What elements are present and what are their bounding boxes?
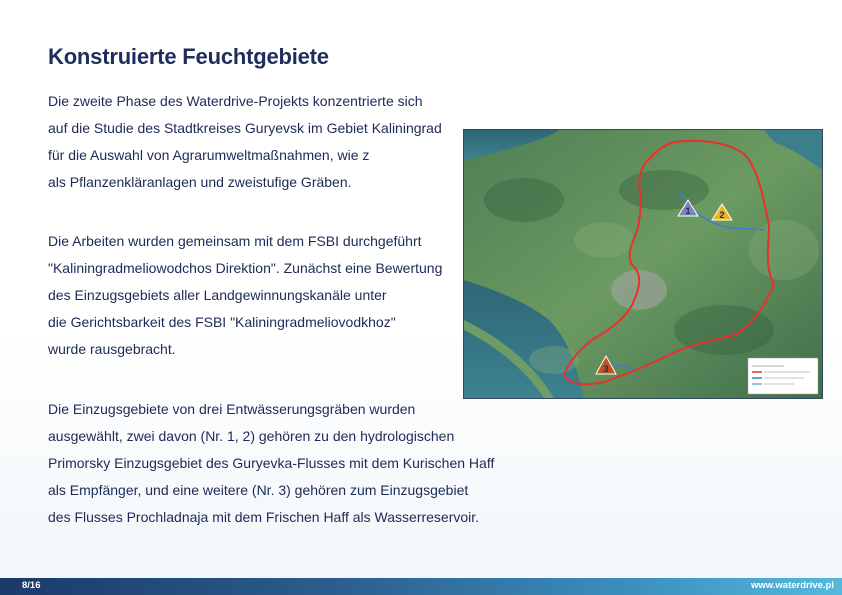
marker-2-label: 2 bbox=[719, 210, 725, 220]
text-line: als Empfänger, und eine weitere (Nr. 3) gehören zum Einzugsgebiet bbox=[48, 482, 469, 498]
text-line: des Einzugsgebiets aller Landgewinnungskanäle unter bbox=[48, 287, 387, 303]
satellite-map bbox=[463, 129, 823, 399]
text-line: für die Auswahl von Agrarumweltmaßnahmen, wie z bbox=[48, 147, 370, 163]
text-line: Die Einzugsgebiete von drei Entwässerungsgräben wurden bbox=[48, 401, 416, 417]
paragraph-works bbox=[48, 228, 508, 363]
paragraph-catchments bbox=[48, 396, 508, 531]
text-line: als Pflanzenkläranlagen und zweistufige Gräben. bbox=[48, 174, 352, 190]
text-line: des Flusses Prochladnaja mit dem Frischen Haff als Wasserreservoir. bbox=[48, 509, 480, 525]
website-link[interactable]: www.waterdrive.pl bbox=[750, 580, 834, 591]
paragraph-intro bbox=[48, 88, 508, 196]
marker-1-label: 1 bbox=[685, 206, 691, 216]
text-line: die Gerichtsbarkeit des FSBI "Kaliningradmeliovodkhoz" bbox=[48, 314, 396, 330]
text-line: wurde rausgebracht. bbox=[48, 341, 176, 357]
text-line: Primorsky Einzugsgebiet des Guryevka-Flusses mit dem Kurischen Haff bbox=[48, 455, 495, 471]
page-title: Konstruierte Feuchtgebiete bbox=[48, 44, 329, 69]
footer-bar bbox=[0, 578, 842, 595]
text-line: Die Arbeiten wurden gemeinsam mit dem FSBI durchgeführt bbox=[48, 233, 422, 249]
text-line: auf die Studie des Stadtkreises Guryevsk im Gebiet Kaliningrad bbox=[48, 120, 442, 136]
text-line: Die zweite Phase des Waterdrive-Projekts konzentrierte sich bbox=[48, 93, 423, 109]
marker-3-label: 3 bbox=[603, 364, 609, 374]
text-line: ausgewählt, zwei davon (Nr. 1, 2) gehören zu den hydrologischen bbox=[48, 428, 455, 444]
map-legend bbox=[748, 358, 818, 394]
text-line: "Kaliningradmeliowodchos Direktion". Zunächst eine Bewertung bbox=[48, 260, 443, 276]
page-number: 8/16 bbox=[22, 580, 41, 591]
